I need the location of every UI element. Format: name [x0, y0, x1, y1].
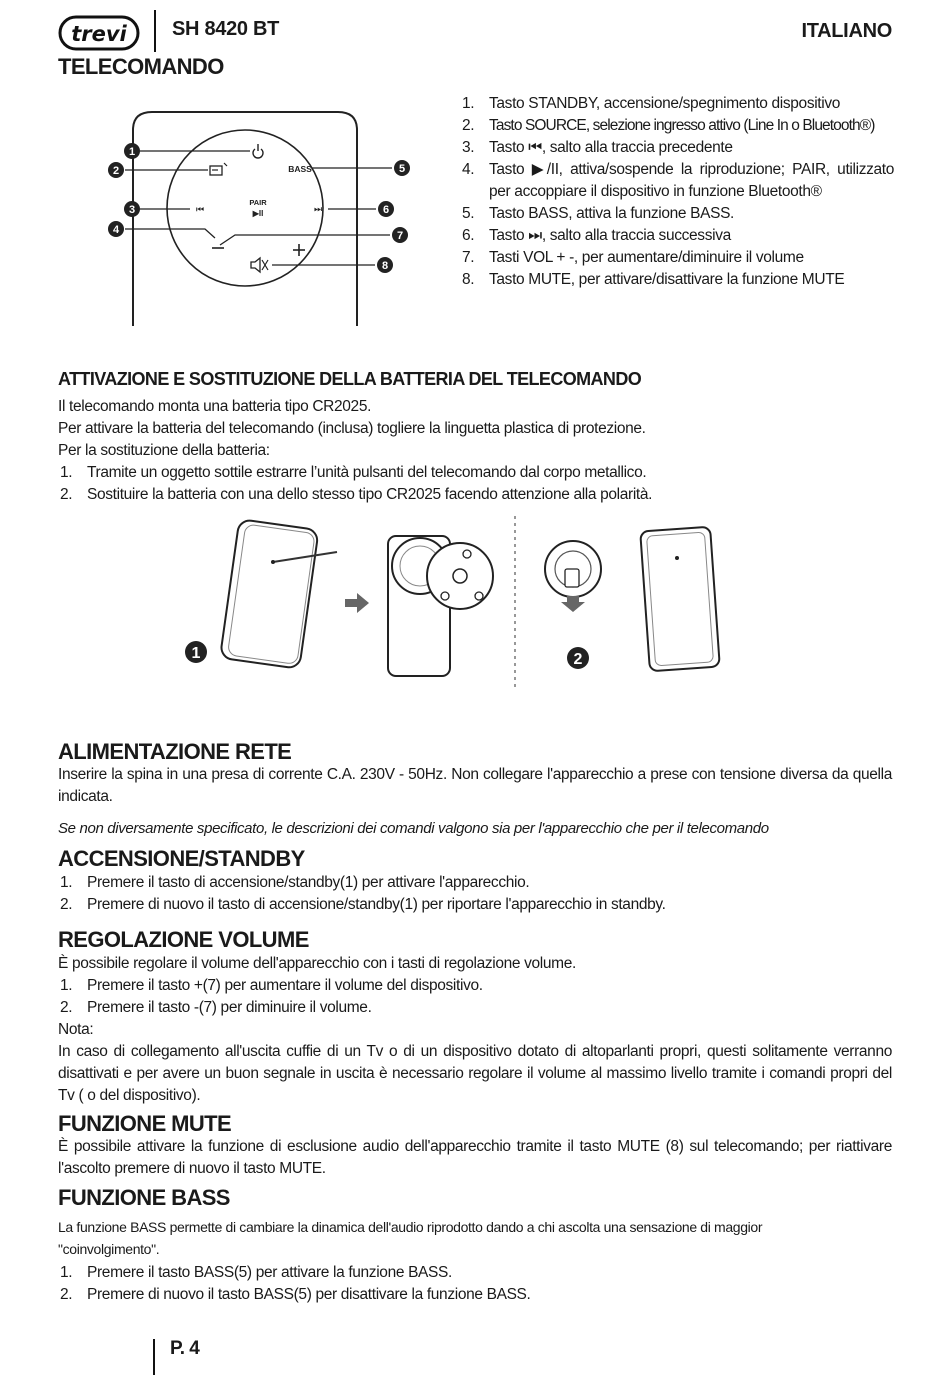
callout-8 [377, 257, 393, 273]
remote-illustration [220, 519, 319, 669]
list-item: 1. Premere il tasto di accensione/standby(1) per attivare l'apparecchio. [60, 874, 530, 891]
callout-5 [394, 160, 410, 176]
battery-line: Per la sostituzione della batteria: [58, 442, 270, 459]
standby-steps [58, 872, 898, 916]
battery-line: Per attivare la batteria del telecomando (inclusa) togliere la linguetta plastica di protezione. [58, 420, 646, 437]
callout-6 [378, 201, 394, 217]
remote-button-list [462, 93, 894, 291]
list-item: 1. Premere il tasto BASS(5) per attivare la funzione BASS. [60, 1264, 452, 1281]
svg-text:3: 3 [128, 204, 136, 216]
bass-button-label: BASS [288, 164, 312, 174]
svg-text:2: 2 [573, 651, 583, 668]
trevi-logo [58, 14, 140, 52]
remote-diagram [100, 108, 410, 333]
svg-text:7: 7 [396, 230, 404, 242]
list-item: 2. Premere di nuovo il tasto BASS(5) per disattivare la funzione BASS. [60, 1286, 531, 1303]
battery-figure [175, 514, 735, 699]
battery-line: Il telecomando monta una batteria tipo CR2025. [58, 398, 372, 415]
list-item: 8. Tasto MUTE, per attivare/disattivare la funzione MUTE [462, 271, 845, 288]
callout-3 [124, 201, 140, 217]
battery-text [58, 396, 898, 506]
list-item: 5. Tasto BASS, attiva la funzione BASS. [462, 205, 735, 222]
language-label: ITALIANO [801, 20, 892, 42]
list-item: 7. Tasti VOL + -, per aumentare/diminuire il volume [462, 249, 804, 266]
svg-text:1: 1 [128, 146, 136, 158]
list-item: 2. Tasto SOURCE, selezione ingresso attivo (Line In o Bluetooth®) [462, 117, 875, 134]
figure-step-1 [185, 641, 207, 663]
callout-1 [124, 143, 140, 159]
bass-steps [58, 1262, 898, 1306]
remote-heading: TELECOMANDO [58, 54, 224, 79]
list-item: 2. Premere di nuovo il tasto di accensione/standby(1) per riportare l'apparecchio in standby. [60, 896, 666, 913]
nota-text: In caso di collegamento all'uscita cuffie di un Tv o di un dispositivo dotato di altoparlanti propri, questi solitamente verranno disattivati e per avere un buon segnale in uscita è necessario regolare il volume al massimo livello tramite i comandi propri del Tv ( o del dispositivo). [58, 1043, 892, 1104]
mute-heading: FUNZIONE MUTE [58, 1111, 232, 1136]
list-item: 2. Premere il tasto -(7) per diminuire il volume. [60, 999, 372, 1016]
volume-text [58, 953, 892, 1107]
mute-icon [251, 258, 268, 272]
list-item: 6. Tasto ⏭, salto alla traccia successiva [462, 227, 731, 244]
bass-text: La funzione BASS permette di cambiare la dinamica dell'audio riprodotto dando a chi ascolta una sensazione di maggior "coinvolgimento". [58, 1219, 763, 1257]
arrow-right-icon [345, 593, 369, 613]
arrow-down-icon [561, 596, 585, 612]
source-icon [210, 163, 227, 175]
prev-track-icon: ⏮ [195, 204, 205, 214]
play-pause-icon: ▶II [252, 209, 264, 218]
svg-text:2: 2 [112, 165, 120, 177]
list-item: 1. Tramite un oggetto sottile estrarre l’unità pulsanti del telecomando dal corpo metallico. [60, 464, 647, 481]
model-name: SH 8420 BT [172, 18, 280, 40]
power-text: Inserire la spina in una presa di corrente C.A. 230V - 50Hz. Non collegare l'apparecchio a prese con tensione diversa da quella indicata. [58, 766, 892, 805]
power-note: Se non diversamente specificato, le descrizioni dei comandi valgono sia per l'apparecchio che per il telecomando [58, 820, 769, 837]
volume-intro: È possibile regolare il volume dell'apparecchio con i tasti di regolazione volume. [58, 955, 576, 972]
footer-divider [153, 1339, 155, 1375]
list-item: 3. Tasto ⏮, salto alla traccia precedente [462, 139, 733, 156]
svg-text:8: 8 [381, 260, 389, 272]
volume-heading: REGOLAZIONE VOLUME [58, 927, 309, 952]
standby-heading: ACCENSIONE/STANDBY [58, 846, 305, 871]
list-item: 2. Sostituire la batteria con una dello stesso tipo CR2025 facendo attenzione alla polarità. [60, 486, 653, 503]
brand-text: trevi [71, 22, 127, 46]
nota-label: Nota: [58, 1021, 94, 1038]
svg-text:6: 6 [382, 204, 390, 216]
header-divider [154, 10, 156, 52]
mute-text: È possibile attivare la funzione di esclusione audio dell'apparecchio tramite il tasto MUTE (8) sul telecomando; per riattivare l'ascolto premere di nuovo il tasto MUTE. [58, 1138, 892, 1177]
page-number: P. 4 [170, 1338, 200, 1359]
power-heading: ALIMENTAZIONE RETE [58, 739, 292, 764]
callout-2 [108, 162, 124, 178]
battery-heading: ATTIVAZIONE E SOSTITUZIONE DELLA BATTERIA DEL TELECOMANDO [58, 369, 642, 389]
next-track-icon: ⏭ [313, 204, 323, 214]
svg-text:1: 1 [191, 645, 201, 662]
list-item: 4. Tasto ▶/II, attiva/sospende la riproduzione; PAIR, utilizzato per accoppiare il dispositivo in funzione Bluetooth® [462, 161, 894, 200]
power-icon [253, 144, 263, 158]
pair-label: PAIR [249, 198, 267, 207]
svg-text:4: 4 [112, 224, 120, 236]
figure-step-2 [567, 647, 589, 669]
callout-7 [392, 227, 408, 243]
bass-heading: FUNZIONE BASS [58, 1185, 230, 1210]
list-item: 1. Tasto STANDBY, accensione/spegnimento dispositivo [462, 95, 841, 112]
svg-text:5: 5 [398, 163, 406, 175]
callout-4 [108, 221, 124, 237]
battery-steps [58, 462, 898, 506]
list-item: 1. Premere il tasto +(7) per aumentare il volume del dispositivo. [60, 977, 483, 994]
